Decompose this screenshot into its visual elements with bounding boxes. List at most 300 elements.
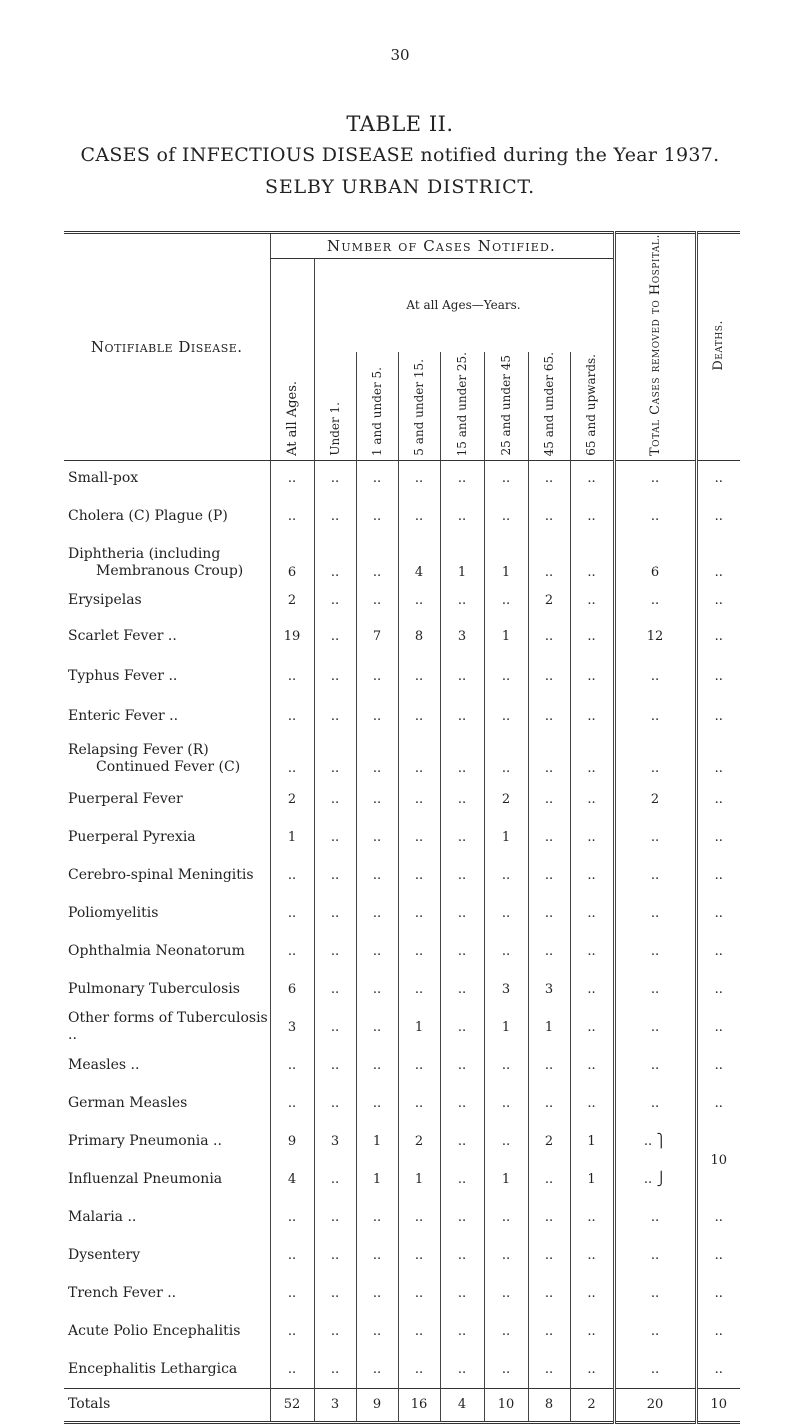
table-cell: ..: [356, 584, 398, 616]
table-cell: ..: [398, 818, 440, 856]
table-cell: ..: [528, 460, 570, 496]
disease-name: Malaria ..: [68, 1208, 137, 1225]
table-cell: ..: [570, 1046, 614, 1084]
table-cell: 3: [270, 1008, 314, 1046]
table-cell: .. ⎫: [614, 1122, 696, 1160]
total-cell: 20: [614, 1388, 696, 1422]
table-cell: ..: [484, 496, 528, 536]
table-cell: ..: [356, 780, 398, 818]
table-cell: ..: [314, 656, 356, 696]
table-cell: ..: [696, 970, 740, 1008]
table-cell: 3: [528, 970, 570, 1008]
table-row: [64, 696, 740, 736]
table-cell: 1: [440, 536, 484, 584]
table-cell: ..: [314, 1008, 356, 1046]
table-cell: 6: [270, 536, 314, 584]
table-cell: 4: [398, 536, 440, 584]
table-cell: ..: [696, 584, 740, 616]
table-cell: ..: [570, 656, 614, 696]
table-cell: ..: [614, 856, 696, 894]
table-cell: ..: [484, 894, 528, 932]
header-ages-years: At all Ages—Years.: [314, 259, 614, 352]
disease-name: Puerperal Pyrexia: [68, 828, 196, 845]
table-cell: 3: [440, 616, 484, 656]
table-cell: ..: [270, 1084, 314, 1122]
table-cell: ..: [398, 780, 440, 818]
table-cell: ..: [270, 696, 314, 736]
table-row: [64, 970, 740, 1008]
table-cell: ..: [528, 1236, 570, 1274]
table-cell: ..: [570, 616, 614, 656]
table-cell: ..: [528, 736, 570, 780]
table-cell: ..: [614, 894, 696, 932]
table-cell: ..: [440, 894, 484, 932]
table-cell: ..: [484, 1046, 528, 1084]
table-cell: ..: [314, 1084, 356, 1122]
table-cell: ..: [398, 1312, 440, 1350]
table-cell: ..: [398, 1274, 440, 1312]
table-cell: ..: [614, 1084, 696, 1122]
disease-name: Encephalitis Lethargica: [68, 1360, 238, 1377]
table-cell: 2: [528, 584, 570, 616]
table-cell: ..: [528, 1350, 570, 1388]
disease-name: Other forms of Tuberculosis ..: [68, 1010, 268, 1044]
table-cell: ..: [528, 696, 570, 736]
table-cell: ..: [440, 696, 484, 736]
table-cell: ..: [614, 932, 696, 970]
table-cell: ..: [528, 1198, 570, 1236]
table-cell: 1: [484, 1160, 528, 1198]
table-cell: ..: [528, 1312, 570, 1350]
disease-name: Erysipelas: [68, 591, 142, 608]
header-disease: Notifiable Disease.: [64, 233, 270, 461]
table-cell: ..: [314, 616, 356, 656]
table-cell: ..: [398, 1084, 440, 1122]
table-cell: ..: [614, 1350, 696, 1388]
table-cell: 7: [356, 616, 398, 656]
table-cell: ..: [440, 460, 484, 496]
table-cell: ..: [528, 780, 570, 818]
table-cell: ..: [696, 496, 740, 536]
table-cell: ..: [528, 496, 570, 536]
table-cell: ..: [398, 696, 440, 736]
table-cell: 1: [484, 818, 528, 856]
table-cell: 1: [570, 1122, 614, 1160]
disease-name: Cholera (C) Plague (P): [68, 507, 228, 524]
table-cell: 2: [270, 780, 314, 818]
table-cell: ..: [314, 496, 356, 536]
table-cell: ..: [440, 1122, 484, 1160]
table-cell: ..: [356, 460, 398, 496]
pneumonia-deaths: 10: [696, 1122, 740, 1198]
table-cell: ..: [484, 460, 528, 496]
table-cell: 1: [356, 1160, 398, 1198]
table-cell: ..: [484, 1084, 528, 1122]
table-cell: ..: [440, 1008, 484, 1046]
table-cell: 6: [270, 970, 314, 1008]
table-cell: ..: [570, 1312, 614, 1350]
table-cell: ..: [484, 1350, 528, 1388]
table-cell: ..: [398, 1236, 440, 1274]
header-age-group: 1 and under 5.: [356, 352, 398, 461]
table-cell: ..: [270, 460, 314, 496]
table-row: [64, 1046, 740, 1084]
table-cell: ..: [696, 656, 740, 696]
table-row: [64, 1084, 740, 1122]
table-cell: ..: [270, 496, 314, 536]
table-row: [64, 894, 740, 932]
table-cell: ..: [314, 1160, 356, 1198]
table-cell: ..: [570, 932, 614, 970]
table-row: [64, 1274, 740, 1312]
table-cell: ..: [270, 1274, 314, 1312]
totals-row: [64, 1388, 740, 1422]
table-cell: ..: [696, 818, 740, 856]
table-row: [64, 496, 740, 536]
table-cell: ..: [696, 536, 740, 584]
table-cell: ..: [614, 1046, 696, 1084]
disease-name: Typhus Fever ..: [68, 667, 178, 684]
total-cell: 2: [570, 1388, 614, 1422]
table-cell: ..: [614, 1274, 696, 1312]
table-cell: ..: [440, 1198, 484, 1236]
table-cell: ..: [356, 536, 398, 584]
table-cell: ..: [314, 1046, 356, 1084]
table-cell: 1: [484, 1008, 528, 1046]
table-cell: ..: [398, 496, 440, 536]
table-cell: ..: [314, 856, 356, 894]
table-cell: ..: [440, 970, 484, 1008]
table-cell: ..: [440, 1160, 484, 1198]
table-cell: ..: [314, 460, 356, 496]
header-age-group: 15 and under 25.: [440, 352, 484, 461]
table-cell: ..: [398, 1198, 440, 1236]
table-cell: ..: [696, 696, 740, 736]
table-cell: ..: [314, 696, 356, 736]
table-cell: ..: [440, 818, 484, 856]
table-cell: 1: [398, 1160, 440, 1198]
disease-name: Trench Fever ..: [68, 1284, 177, 1301]
table-cell: ..: [570, 970, 614, 1008]
table-cell: 4: [270, 1160, 314, 1198]
table-row: [64, 460, 740, 496]
table-cell: ..: [270, 1198, 314, 1236]
table-cell: ..: [484, 736, 528, 780]
table-cell: ..: [398, 932, 440, 970]
table-row: [64, 1236, 740, 1274]
table-cell: ..: [484, 1312, 528, 1350]
table-cell: ..: [528, 1160, 570, 1198]
table-cell: ..: [696, 856, 740, 894]
table-cell: ..: [270, 1312, 314, 1350]
total-cell: 4: [440, 1388, 484, 1422]
table-row: [64, 1160, 740, 1198]
table-cell: ..: [614, 1312, 696, 1350]
table-cell: 1: [484, 536, 528, 584]
table-cell: ..: [570, 496, 614, 536]
table-cell: ..: [528, 1046, 570, 1084]
table-cell: ..: [440, 1312, 484, 1350]
table-cell: ..: [356, 656, 398, 696]
table-cell: ..: [398, 856, 440, 894]
table-cell: ..: [314, 584, 356, 616]
table-cell: ..: [314, 818, 356, 856]
table-cell: ..: [570, 1198, 614, 1236]
table-cell: 1: [270, 818, 314, 856]
table-cell: ..: [696, 1084, 740, 1122]
total-cell: 16: [398, 1388, 440, 1422]
table-cell: ..: [270, 1046, 314, 1084]
table-cell: ..: [696, 894, 740, 932]
table-cell: ..: [696, 1350, 740, 1388]
table-cell: ..: [614, 460, 696, 496]
table-cell: 8: [398, 616, 440, 656]
table-cell: ..: [398, 736, 440, 780]
table-cell: ..: [484, 696, 528, 736]
table-cell: ..: [570, 584, 614, 616]
table-cell: ..: [570, 1084, 614, 1122]
disease-name: Small-pox: [68, 470, 139, 487]
header-deaths: Deaths.: [696, 233, 740, 461]
table-row: [64, 1198, 740, 1236]
infectious-disease-table: [64, 231, 740, 1424]
header-number-notified: Number of Cases Notified.: [270, 233, 614, 259]
disease-name: Puerperal Fever: [68, 790, 183, 807]
disease-name: Dysentery: [68, 1246, 141, 1263]
table-cell: 2: [528, 1122, 570, 1160]
table-cell: ..: [356, 696, 398, 736]
table-cell: ..: [528, 616, 570, 656]
table-cell: ..: [356, 1084, 398, 1122]
table-cell: ..: [484, 1236, 528, 1274]
disease-name: Acute Polio Encephalitis: [68, 1322, 241, 1339]
table-cell: ..: [570, 1350, 614, 1388]
header-age-group: 65 and upwards.: [570, 352, 614, 461]
table-cell: 2: [484, 780, 528, 818]
table-cell: ..: [614, 584, 696, 616]
table-cell: ..: [570, 1236, 614, 1274]
table-cell: ..: [440, 496, 484, 536]
table-cell: 1: [570, 1160, 614, 1198]
total-cell: 3: [314, 1388, 356, 1422]
table-cell: ..: [696, 1274, 740, 1312]
header-age-group: Under 1.: [314, 352, 356, 461]
table-cell: ..: [270, 736, 314, 780]
disease-name: Primary Pneumonia ..: [68, 1132, 222, 1149]
table-cell: ..: [528, 656, 570, 696]
table-cell: 9: [270, 1122, 314, 1160]
table-cell: ..: [528, 536, 570, 584]
table-cell: ..: [356, 970, 398, 1008]
table-cell: ..: [314, 970, 356, 1008]
table-cell: ..: [398, 656, 440, 696]
header-at-all-ages: At all Ages.: [270, 259, 314, 461]
table-cell: 19: [270, 616, 314, 656]
table-cell: ..: [440, 1084, 484, 1122]
table-cell: ..: [356, 856, 398, 894]
table-cell: ..: [570, 1008, 614, 1046]
total-cell: 9: [356, 1388, 398, 1422]
table-cell: ..: [270, 932, 314, 970]
table-cell: ..: [528, 1274, 570, 1312]
disease-name: Poliomyelitis: [68, 904, 159, 921]
table-cell: ..: [356, 818, 398, 856]
table-cell: ..: [696, 1046, 740, 1084]
total-cell: 8: [528, 1388, 570, 1422]
table-cell: ..: [270, 656, 314, 696]
table-cell: ..: [314, 736, 356, 780]
table-cell: ..: [696, 1008, 740, 1046]
table-subtitle: SELBY URBAN DISTRICT.: [265, 176, 535, 198]
table-cell: ..: [614, 656, 696, 696]
table-cell: ..: [356, 1046, 398, 1084]
table-cell: ..: [484, 1122, 528, 1160]
table-cell: ..: [314, 894, 356, 932]
table-cell: ..: [356, 1198, 398, 1236]
table-cell: ..: [356, 1350, 398, 1388]
table-cell: ..: [484, 856, 528, 894]
table-cell: ..: [314, 1198, 356, 1236]
table-cell: ..: [398, 1046, 440, 1084]
table-cell: ..: [270, 856, 314, 894]
table-cell: ..: [484, 1274, 528, 1312]
table-cell: ..: [356, 1008, 398, 1046]
table-cell: ..: [398, 460, 440, 496]
disease-name: Ophthalmia Neonatorum: [68, 942, 245, 959]
table-cell: ..: [614, 970, 696, 1008]
table-cell: ..: [440, 780, 484, 818]
table-cell: ..: [696, 616, 740, 656]
table-cell: ..: [440, 584, 484, 616]
table-cell: ..: [614, 1236, 696, 1274]
table-cell: 1: [484, 616, 528, 656]
table-label: TABLE II.: [346, 112, 454, 136]
table-cell: ..: [356, 932, 398, 970]
table-cell: ..: [314, 1236, 356, 1274]
table-cell: ..: [314, 1274, 356, 1312]
table-cell: ..: [528, 818, 570, 856]
table-cell: ..: [614, 1008, 696, 1046]
table-cell: ..: [314, 1312, 356, 1350]
header-removed: Total Cases removed to Hospital.: [614, 233, 696, 461]
table-row: [64, 536, 740, 584]
table-cell: ..: [696, 1312, 740, 1350]
table-row: [64, 780, 740, 818]
table-row: [64, 1350, 740, 1388]
table-cell: ..: [484, 584, 528, 616]
table-cell: ..: [614, 736, 696, 780]
total-cell: 52: [270, 1388, 314, 1422]
table-cell: ..: [696, 460, 740, 496]
table-cell: ..: [570, 696, 614, 736]
disease-name: Cerebro-spinal Meningitis: [68, 866, 254, 883]
table-cell: ..: [398, 1350, 440, 1388]
table-cell: ..: [314, 780, 356, 818]
table-cell: ..: [356, 1274, 398, 1312]
table-cell: ..: [570, 536, 614, 584]
disease-name: Diphtheria (including Membranous Croup): [68, 546, 244, 580]
table-cell: ..: [440, 856, 484, 894]
table-cell: ..: [614, 696, 696, 736]
table-cell: ..: [440, 1236, 484, 1274]
table-cell: ..: [270, 1350, 314, 1388]
table-cell: ..: [570, 460, 614, 496]
header-age-group: 25 and under 45: [484, 352, 528, 461]
table-cell: ..: [570, 894, 614, 932]
table-cell: 3: [314, 1122, 356, 1160]
table-cell: 1: [528, 1008, 570, 1046]
table-cell: ..: [398, 894, 440, 932]
table-row: [64, 856, 740, 894]
table-cell: ..: [484, 656, 528, 696]
table-cell: ..: [440, 1274, 484, 1312]
table-cell: ..: [570, 856, 614, 894]
table-cell: ..: [528, 1084, 570, 1122]
table-cell: ..: [398, 584, 440, 616]
table-cell: ..: [440, 1046, 484, 1084]
table-cell: ..: [440, 736, 484, 780]
table-cell: ..: [440, 656, 484, 696]
table-row: [64, 932, 740, 970]
table-row: [64, 736, 740, 780]
table-cell: 12: [614, 616, 696, 656]
table-cell: 2: [270, 584, 314, 616]
page-number: 30: [390, 46, 410, 64]
table-title: CASES of INFECTIOUS DISEASE notified during the Year 1937.: [80, 144, 720, 166]
table-cell: ..: [314, 932, 356, 970]
table-cell: ..: [314, 536, 356, 584]
table-cell: ..: [356, 736, 398, 780]
table-cell: 1: [356, 1122, 398, 1160]
table-cell: ..: [696, 780, 740, 818]
table-cell: ..: [696, 736, 740, 780]
table-cell: ..: [570, 780, 614, 818]
table-row: [64, 584, 740, 616]
table-cell: ..: [270, 894, 314, 932]
table-cell: ..: [528, 932, 570, 970]
disease-name: Enteric Fever ..: [68, 707, 179, 724]
table-cell: ..: [356, 1312, 398, 1350]
totals-label: Totals: [64, 1388, 270, 1422]
table-cell: ..: [484, 1198, 528, 1236]
table-cell: 6: [614, 536, 696, 584]
disease-name: Relapsing Fever (R) Continued Fever (C): [68, 742, 241, 776]
table-cell: ..: [614, 818, 696, 856]
table-cell: ..: [570, 818, 614, 856]
table-cell: 2: [398, 1122, 440, 1160]
table-cell: ..: [614, 1198, 696, 1236]
table-cell: ..: [440, 1350, 484, 1388]
table-row: [64, 616, 740, 656]
table-cell: 2: [614, 780, 696, 818]
table-cell: 3: [484, 970, 528, 1008]
header-age-group: 45 and under 65.: [528, 352, 570, 461]
disease-name: Measles ..: [68, 1056, 140, 1073]
total-cell: 10: [696, 1388, 740, 1422]
table-cell: ..: [614, 496, 696, 536]
table-row: [64, 1008, 740, 1046]
total-cell: 10: [484, 1388, 528, 1422]
disease-name: Pulmonary Tuberculosis: [68, 980, 240, 997]
disease-name: German Measles: [68, 1094, 188, 1111]
table-cell: ..: [570, 1274, 614, 1312]
table-cell: ..: [356, 496, 398, 536]
table-cell: ..: [440, 932, 484, 970]
table-row: [64, 818, 740, 856]
table-row: [64, 1122, 740, 1160]
table-cell: ..: [270, 1236, 314, 1274]
table-cell: ..: [696, 1198, 740, 1236]
